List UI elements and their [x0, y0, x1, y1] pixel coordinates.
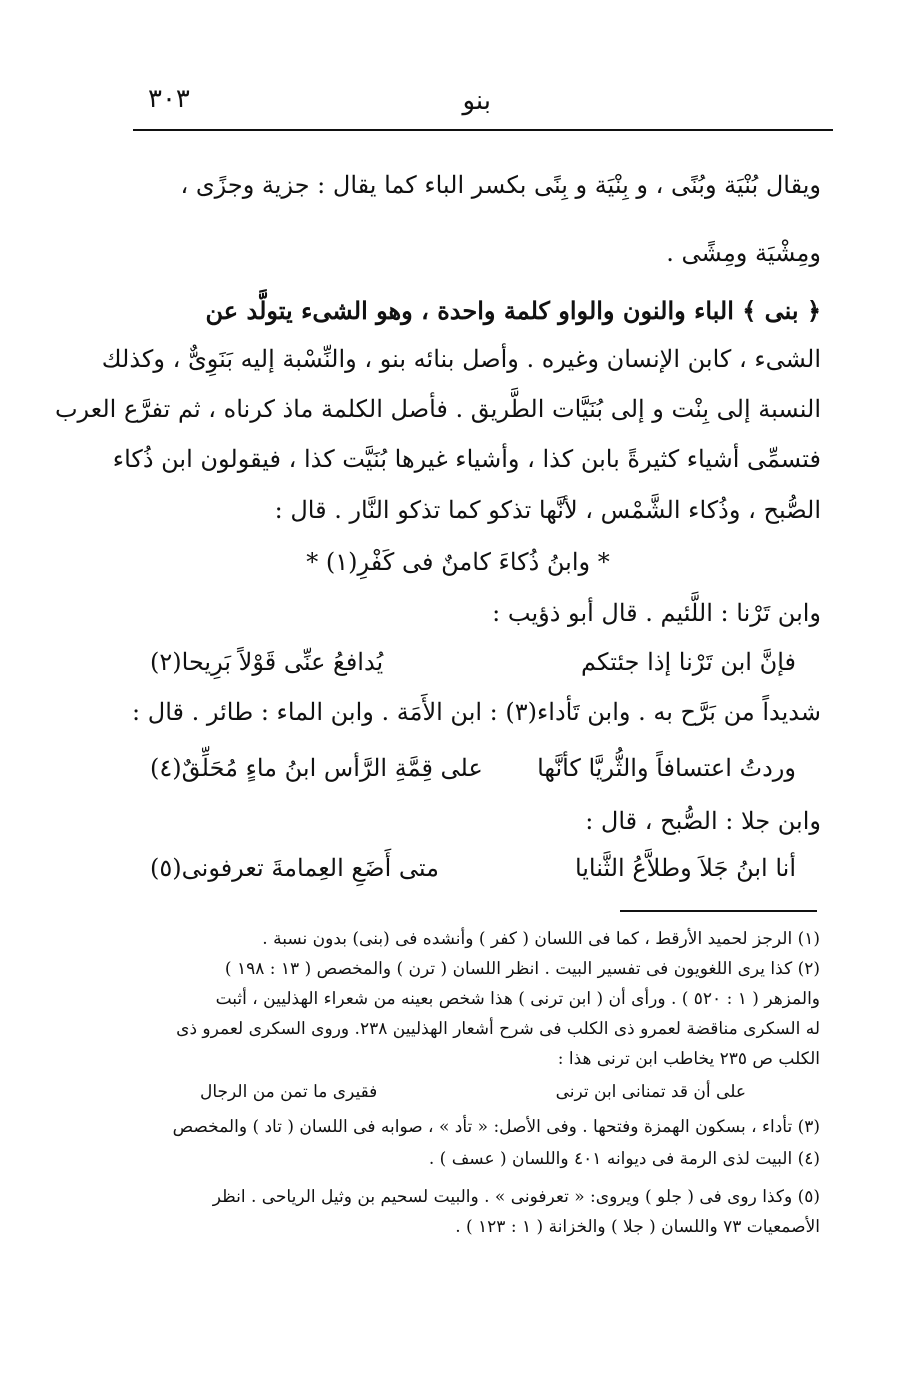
verse-hemistich-second: على قِمَّةِ الرَّأس ابنُ ماءٍ مُحَلِّقٌ(٤) [150, 754, 483, 782]
footnote-line: والمزهر ( ١ : ٥٢٠ ) . ورأى أن ( ابن ترنى ) هذا شخص بعينه من شعراء الهذليين ، أثبت [215, 989, 820, 1009]
body-line: الشىء ، كابن الإنسان وغيره . وأصل بنائه بنو ، والنِّسْبة إليه بَنَوِىٌّ ، وكذلك [101, 345, 821, 373]
body-line: شديداً من بَرَّح به . وابن تَأداء(٣) : ابن الأَمَة . وابن الماء : طائر . قال : [132, 698, 821, 726]
footnote-line: الأصمعيات ٧٣ واللسان ( جلا ) والخزانة ( ١ : ١٢٣ ) . [455, 1217, 820, 1237]
verse-hemistich-first: أنا ابنُ جَلاَ وطلاَّعُ الثَّنايا [574, 854, 796, 882]
footnote-verse [200, 1078, 746, 1106]
body-line: النسبة إلى بِنْت و إلى بُنَيَّات الطَّريق . فأصل الكلمة ماذ كرناه ، ثم تفرَّع العرب [54, 395, 821, 423]
page-number: ٣٠٣ [148, 84, 190, 114]
page-header [130, 84, 821, 124]
footnote-line: له السكرى مناقضة لعمرو ذى الكلب فى شرح أشعار الهذليين ٢٣٨. وروى السكرى لعمرو ذى [176, 1019, 820, 1039]
body-line: ومِشْيَة ومِشًى . [666, 239, 821, 267]
footnote-rule [620, 910, 817, 912]
verse [150, 748, 796, 788]
entry-heading-line: ﴿ بنى ﴾ الباء والنون والواو كلمة واحدة ، وهو الشىء يتولَّد عن [205, 296, 821, 325]
body-line: فتسمِّى أشياء كثيرةً بابن كذا ، وأشياء غيرها بُنَيَّت كذا ، فيقولون ابن ذُكاء [112, 445, 821, 473]
body-line: الصُّبح ، وذُكاء الشَّمْس ، لأنَّها تذكو كما تذكو النَّار . قال : [274, 496, 821, 524]
body-line: ويقال بُنْيَة وبُنًى ، و بِنْيَة و بِنًى بكسر الباء كما يقال : جزية وجزًى ، [180, 171, 821, 199]
footnote-line: (٥) وكذا روى فى ( جلو ) ويروى: « تعرفونى » . والبيت لسحيم بن وثيل الرياحى . انظر [212, 1187, 820, 1207]
footnote-line: (٢) كذا يرى اللغويون فى تفسير البيت . انظر اللسان ( ترن ) والمخصص ( ١٣ : ١٩٨ ) [224, 959, 820, 979]
verse-hemistich-first: وردتُ اعتسافاً والثُّريَّا كأنَّها [537, 754, 796, 782]
verse [150, 642, 796, 682]
body-line: وابن جلا : الصُّبح ، قال : [585, 807, 821, 835]
verse-hemistich-second: متى أَضَعِ العِمامةَ تعرفونى(٥) [150, 854, 439, 882]
verse-hemistich-second: فقيرى ما تمن من الرجال [200, 1082, 378, 1102]
running-head: بنو [462, 86, 491, 116]
verse-hemistich-first: على أن قد تمنانى ابن ترنى [555, 1082, 746, 1102]
verse-hemistich-first: فإنَّ ابن تَرْنا إذا جئتكم [580, 648, 796, 676]
verse-rajaz: * وابنُ ذُكاءَ كامنٌ فى كَفْرِ(١) * [306, 548, 610, 576]
body-line: وابن تَرْنا : اللَّئيم . قال أبو ذؤيب : [492, 599, 821, 627]
header-rule [133, 129, 833, 131]
footnote-line: (٣) تأداء ، بسكون الهمزة وفتحها . وفى الأصل: « تأد » ، صوابه فى اللسان ( تاد ) والمخصص [172, 1117, 820, 1137]
footnote-line: (٤) البيت لذى الرمة فى ديوانه ٤٠١ واللسان ( عسف ) . [428, 1149, 820, 1169]
verse-hemistich-second: يُدافعُ عنِّى قَوْلاً بَرِيحا(٢) [150, 648, 384, 676]
footnote-line: (١) الرجز لحميد الأرقط ، كما فى اللسان ( كفر ) وأنشده فى (بنى) بدون نسبة . [262, 929, 820, 949]
verse [150, 848, 796, 888]
footnote-line: الكلب ص ٢٣٥ يخاطب ابن ترنى هذا : [557, 1049, 820, 1069]
